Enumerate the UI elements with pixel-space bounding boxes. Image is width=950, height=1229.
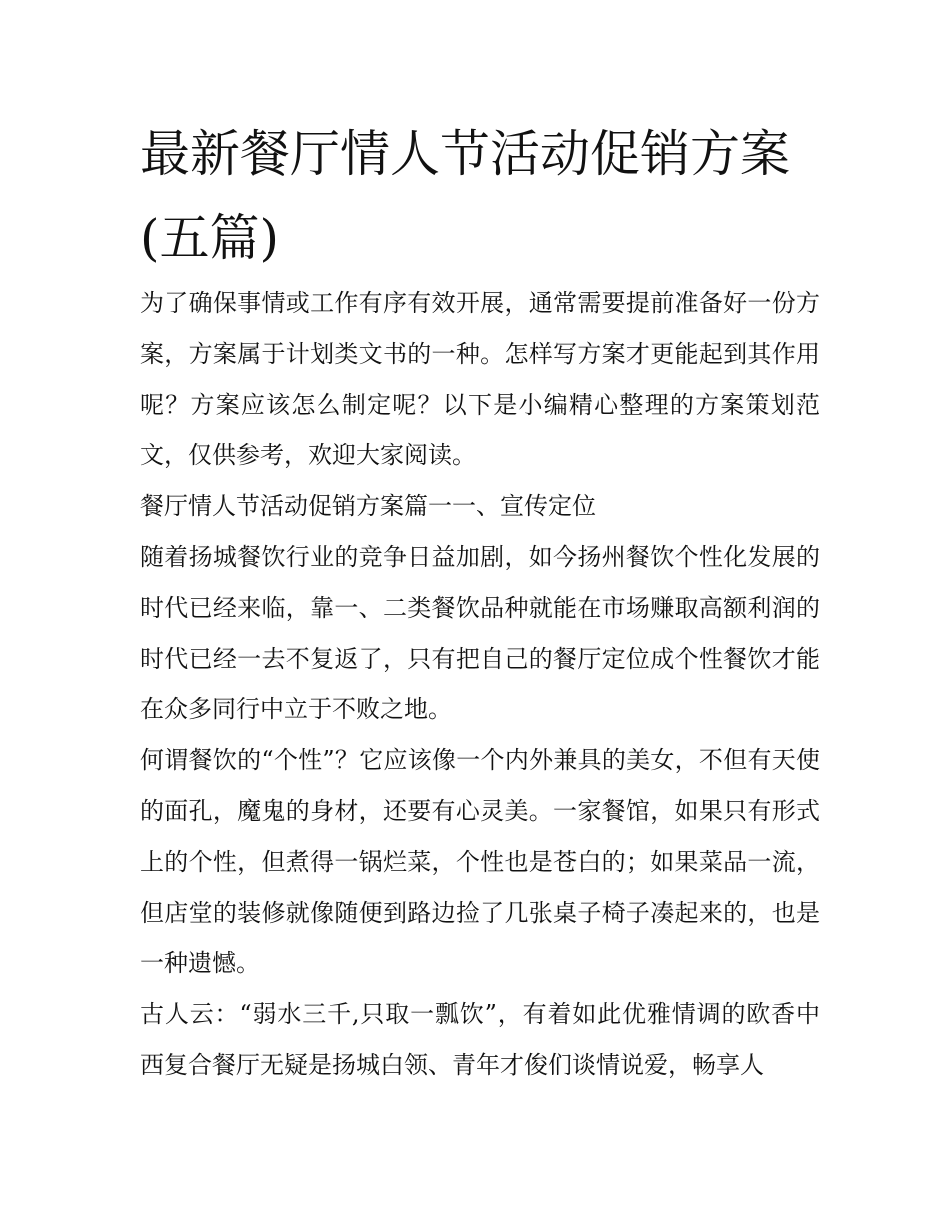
document-body [140,278,820,1091]
document-title: 最新餐厅情人节活动促销方案(五篇) [140,125,790,267]
body-paragraph: 随着扬城餐饮行业的竞争日益加剧，如今扬州餐饮个性化发展的时代已经来临，靠一、二类餐饮品种就能在市场赚取高额利润的时代已经一去不复返了，只有把自己的餐厅定位成个性餐饮才能在众多同行中立于不败之地。 [140,542,820,724]
intro-paragraph: 为了确保事情或工作有序有效开展，通常需要提前准备好一份方案，方案属于计划类文书的一种。怎样写方案才更能起到其作用呢？方案应该怎么制定呢？以下是小编精心整理的方案策划范文，仅供参考，欢迎大家阅读。 [140,289,820,470]
section-heading: 餐厅情人节活动促销方案篇一一、宣传定位 [140,492,596,521]
body-paragraph: 何谓餐饮的“个性”？它应该像一个内外兼具的美女，不但有天使的面孔，魔鬼的身材，还要有心灵美。一家餐馆，如果只有形式上的个性，但煮得一锅烂菜，个性也是苍白的；如果菜品一流，但店堂的装修就像随便到路边捡了几张桌子椅子凑起来的，也是一种遗憾。 [140,746,820,978]
body-paragraph: 古人云：“弱水三千,只取一瓢饮”，有着如此优雅情调的欧香中西复合餐厅无疑是扬城白领、青年才俊们谈情说爱，畅享人 [140,1000,820,1079]
